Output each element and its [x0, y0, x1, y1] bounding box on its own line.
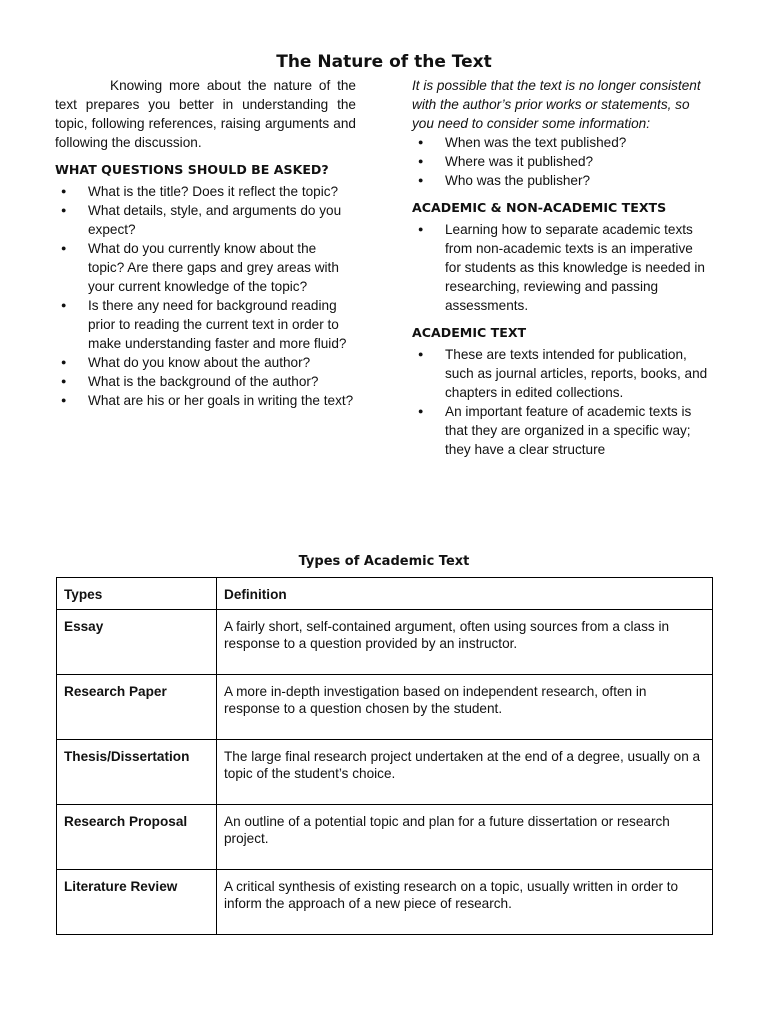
- page-title: The Nature of the Text: [276, 52, 492, 72]
- type-cell: Research Proposal: [57, 805, 217, 870]
- academic-text-heading: ACADEMIC TEXT: [412, 325, 527, 340]
- list-item: ● Where was it published?: [412, 152, 712, 171]
- definition-cell: A more in-depth investigation based on independent research, often in response to a question chosen by the student.: [217, 675, 713, 740]
- list-item: ● When was the text published?: [412, 133, 712, 152]
- definition-cell: The large final research project undertaken at the end of a degree, usually on a topic of the student’s choice.: [217, 740, 713, 805]
- list-item: ● What do you currently know about the topic? Are there gaps and grey areas with your current knowledge of the topic?: [55, 239, 356, 296]
- header-definition: Definition: [217, 578, 713, 610]
- questions-list: [55, 182, 356, 410]
- table-title: Types of Academic Text: [298, 554, 470, 569]
- list-item: ● What are his or her goals in writing the text?: [55, 391, 356, 410]
- list-item: ● What is the title? Does it reflect the topic?: [55, 182, 356, 201]
- list-item: ● What is the background of the author?: [55, 372, 356, 391]
- table-row: [57, 675, 713, 740]
- academic-nonacademic-list: [412, 220, 712, 315]
- table-row: [57, 740, 713, 805]
- type-cell: Thesis/Dissertation: [57, 740, 217, 805]
- table-row: [57, 610, 713, 675]
- list-item: ● Who was the publisher?: [412, 171, 712, 190]
- intro-paragraph: Knowing more about the nature of the text prepares you better in understanding the topic, following references, raising arguments and following the discussion.: [55, 78, 356, 150]
- list-item: ● Learning how to separate academic texts from non-academic texts is an imperative for students as this knowledge is needed in researching, reviewing and passing assessments.: [412, 220, 712, 315]
- definition-cell: A critical synthesis of existing research on a topic, usually written in order to inform the approach of a new piece of research.: [217, 870, 713, 935]
- table-row: [57, 870, 713, 935]
- left-column: [55, 76, 356, 410]
- academic-text-list: [412, 345, 712, 459]
- academic-text-table: [56, 577, 713, 935]
- info-list: [412, 133, 712, 190]
- header-types: Types: [57, 578, 217, 610]
- type-cell: Literature Review: [57, 870, 217, 935]
- list-item: ● These are texts intended for publication, such as journal articles, reports, books, and chapters in edited collections.: [412, 345, 712, 402]
- list-item: ● What details, style, and arguments do you expect?: [55, 201, 356, 239]
- type-cell: Essay: [57, 610, 217, 675]
- questions-heading: WHAT QUESTIONS SHOULD BE ASKED?: [55, 162, 329, 177]
- table-row: [57, 805, 713, 870]
- list-item: ● What do you know about the author?: [55, 353, 356, 372]
- right-column: [412, 76, 712, 459]
- list-item: ● An important feature of academic texts is that they are organized in a specific way; they have a clear structure: [412, 402, 712, 459]
- definition-cell: An outline of a potential topic and plan for a future dissertation or research project.: [217, 805, 713, 870]
- consistency-note: It is possible that the text is no longer consistent with the author’s prior works or statements, so you need to consider some information:: [412, 78, 701, 131]
- academic-nonacademic-heading: ACADEMIC & NON-ACADEMIC TEXTS: [412, 200, 667, 215]
- list-item: ● Is there any need for background reading prior to reading the current text in order to make understanding faster and more fluid?: [55, 296, 356, 353]
- type-cell: Research Paper: [57, 675, 217, 740]
- definition-cell: A fairly short, self-contained argument, often using sources from a class in response to a question provided by an instructor.: [217, 610, 713, 675]
- table-header-row: [57, 578, 713, 610]
